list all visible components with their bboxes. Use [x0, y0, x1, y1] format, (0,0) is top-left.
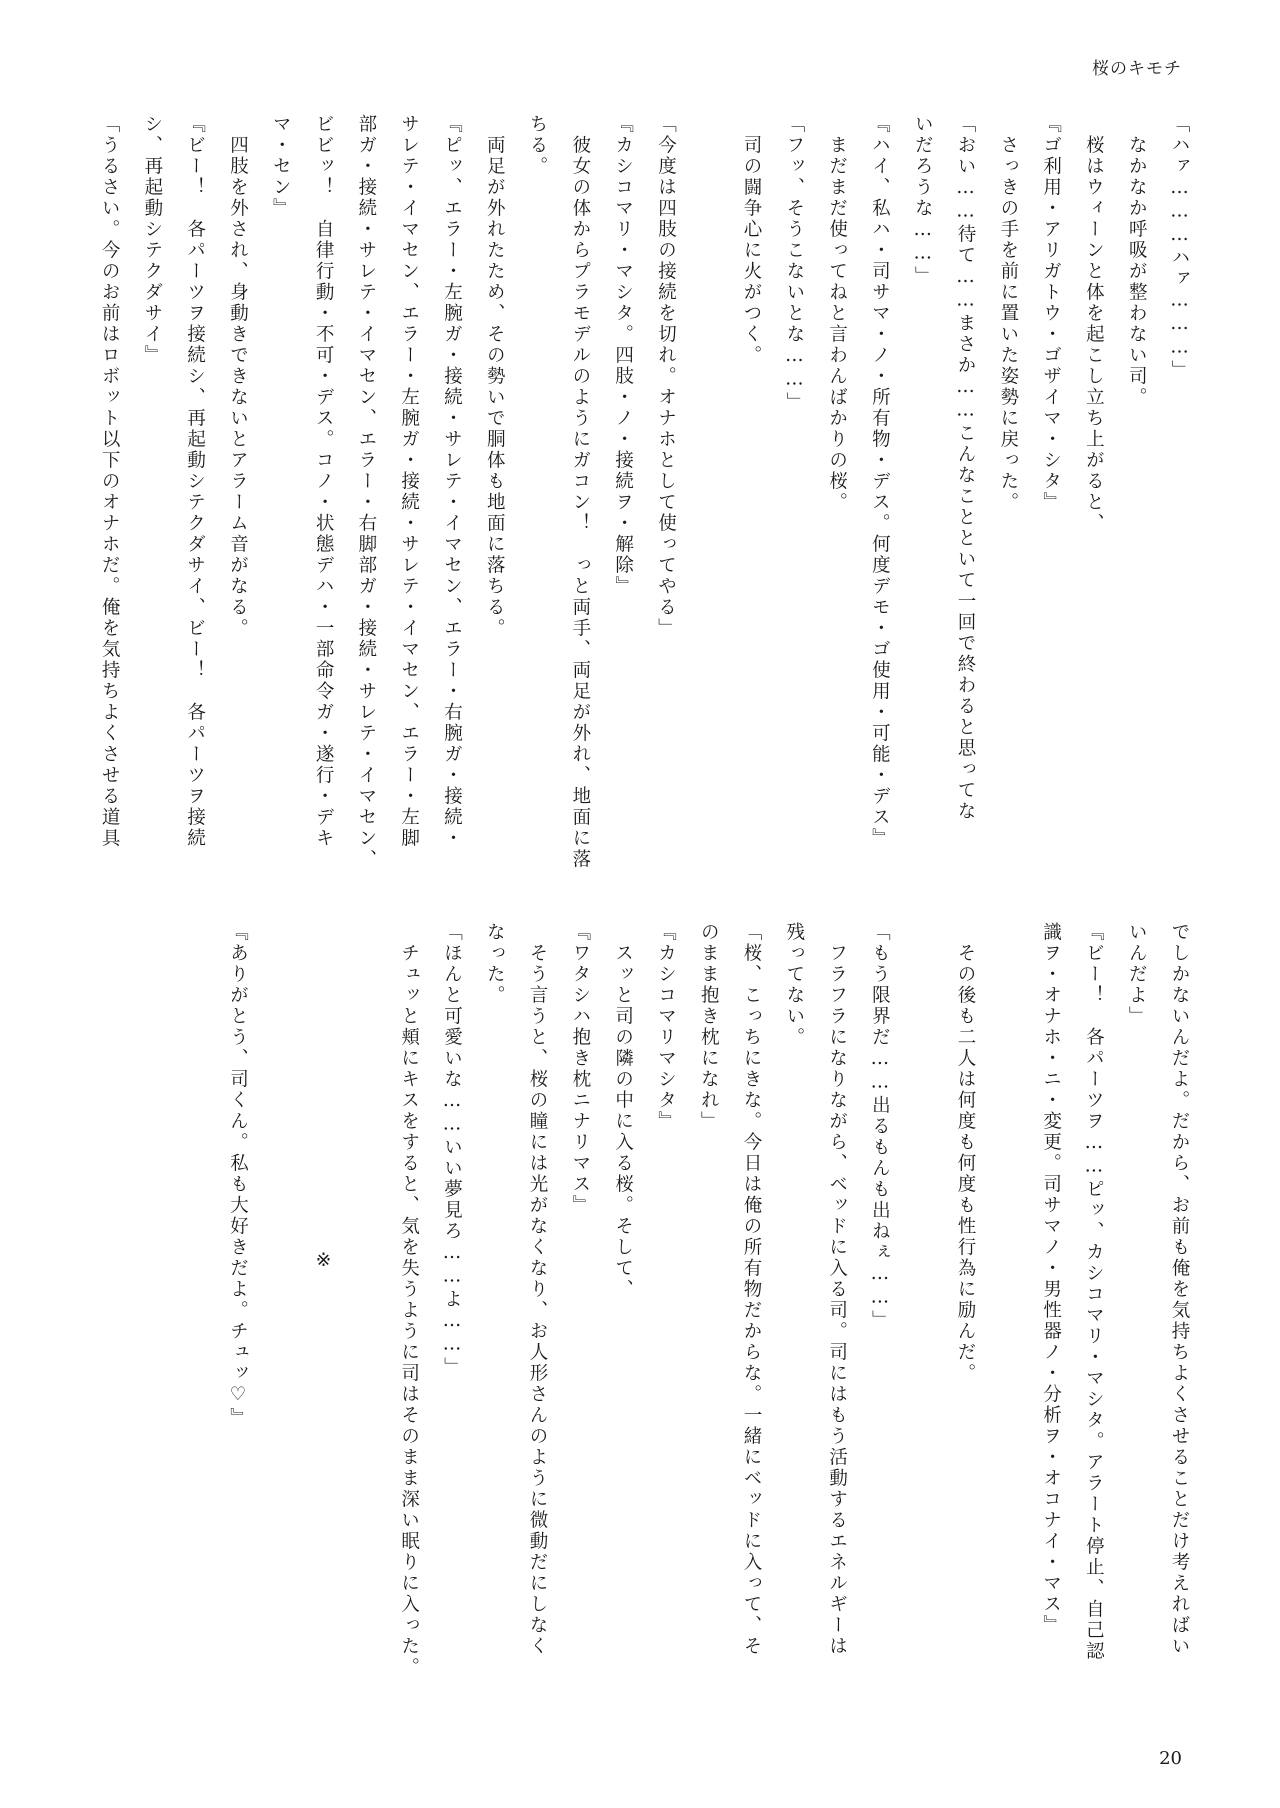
text-line: シ、再起動シテクダサイ』: [141, 114, 163, 366]
text-line: さっきの手を前に置いた姿勢に戻った。: [997, 114, 1019, 513]
text-line: サレテ・イマセン、エラー・左腕ガ・接続・サレテ・イマセン、エラー・左脚: [398, 114, 420, 849]
text-line: その後も二人は何度も何度も性行為に励んだ。: [955, 922, 977, 1384]
text-line: 「ハァ………ハァ………」: [1169, 114, 1190, 381]
text-line: 「もう限界だ……出るもんも出ねぇ……」: [869, 922, 891, 1331]
text-line: [686, 114, 729, 884]
text-line: そう言うと、桜の瞳には光がなくなり、お人形さんのように微動だにしなく: [527, 922, 549, 1657]
text-line: ちる。: [527, 114, 549, 177]
text-line: なかなか呼吸が整わない司。: [1126, 114, 1148, 408]
text-line: 四肢を外され、身動きできないとアラーム音がなる。: [227, 114, 249, 639]
page-number: 20: [1159, 1748, 1182, 1769]
text-block-lower: [106, 922, 1200, 1692]
text-line: 『ワタシハ抱き枕ニナリマス』: [569, 922, 591, 1216]
text-line: いだろうな……」: [912, 114, 934, 287]
text-line: 「ほんと可愛いな……いい夢見ろ……よ……」: [441, 922, 463, 1378]
text-line: 『ハイ、私ハ・司サマ・ノ・所有物・デス。何度デモ・ゴ使用・可能・デス』: [869, 114, 891, 849]
text-line: 部ガ・接続・サレテ・イマセン、エラー・右脚部ガ・接続・サレテ・イマセン、: [355, 114, 377, 870]
text-line: 「桜、こっちにきな。今日は俺の所有物だからな。一緒にベッドに入って、そ: [741, 922, 763, 1657]
text-line: 「フッ、そうこないとな……」: [783, 114, 805, 413]
text-line: フラフラになりながら、ベッドに入る司。司にはもう活動するエネルギーは: [826, 922, 848, 1657]
text-line: 識ヲ・オナホ・ニ・変更。司サマノ・男性器ノ・分析ヲ・オコナイ・マス』: [1040, 922, 1062, 1636]
running-header: 桜のキモチ: [1092, 59, 1182, 79]
text-line: 桜はウィーンと体を起こし立ち上がると、: [1083, 114, 1105, 534]
text-line: 『ピッ、エラー・左腕ガ・接続・サレテ・イマセン、エラー・右腕ガ・接続・: [441, 114, 463, 849]
text-line: なった。: [484, 922, 506, 1006]
text-line: 「うるさい。今のお前はロボット以下のオナホだ。俺を気持ちよくさせる道具: [99, 114, 121, 849]
text-line: 両足が外れたため、その勢いで胴体も地面に落ちる。: [484, 114, 506, 639]
text-line: 『ありがとう、司くん。私も大好きだよ。チュッ♡』: [227, 922, 249, 1429]
text-line: 『ゴ利用・アリガトウ・ゴザイマ・シタ』: [1040, 114, 1062, 513]
text-line: 残ってない。: [783, 922, 805, 1048]
text-line: 「おい……待て……まさか……こんなことといて一回で終わると思ってな: [955, 114, 977, 822]
text-block-upper: [99, 114, 1200, 884]
text-line: 司の闘争心に火がつく。: [741, 114, 763, 366]
text-line: [986, 922, 1029, 1692]
text-line: スッと司の隣の中に入る桜。そして、: [612, 922, 634, 1300]
scene-break-mark: ※: [313, 1250, 335, 1274]
text-line: 『カシコマリ・マシタ。四肢・ノ・接続ヲ・解除』: [612, 114, 634, 597]
text-line: いんだよ」: [1126, 922, 1148, 1027]
text-line: チュッと頬にキスをすると、気を失うように司はそのまま深い眠りに入った。: [398, 922, 420, 1678]
text-line: 彼女の体からプラモデルのようにガコン！ っと両手、両足が外れ、地面に落: [569, 114, 591, 870]
text-line: 「今度は四肢の接続を切れ。オナホとして使ってやる」: [655, 114, 677, 639]
text-line: まだまだ使ってねと言わんばかりの桜。: [826, 114, 848, 513]
text-line: マ・セン』: [270, 114, 292, 219]
text-line: [344, 922, 387, 1692]
text-line: 『ビー！ 各パーツヲ……ピッ、カシコマリ・マシタ。アラート停止、自己認: [1083, 922, 1105, 1662]
text-line: [900, 922, 943, 1692]
text-line: 『カシコマリマシタ』: [655, 922, 677, 1132]
text-line: ビビッ！ 自律行動・不可・デス。コノ・状態デハ・一部命令ガ・遂行・デキ: [313, 114, 335, 849]
text-line: のまま抱き枕になれ」: [698, 922, 720, 1132]
text-line: [258, 922, 301, 1692]
text-line: 『ビー！ 各パーツヲ接続シ、再起動シテクダサイ、ビー！ 各パーツヲ接続: [184, 114, 206, 849]
text-line: でしかないんだよ。だから、お前も俺を気持ちよくさせることだけ考えればい: [1169, 922, 1190, 1657]
